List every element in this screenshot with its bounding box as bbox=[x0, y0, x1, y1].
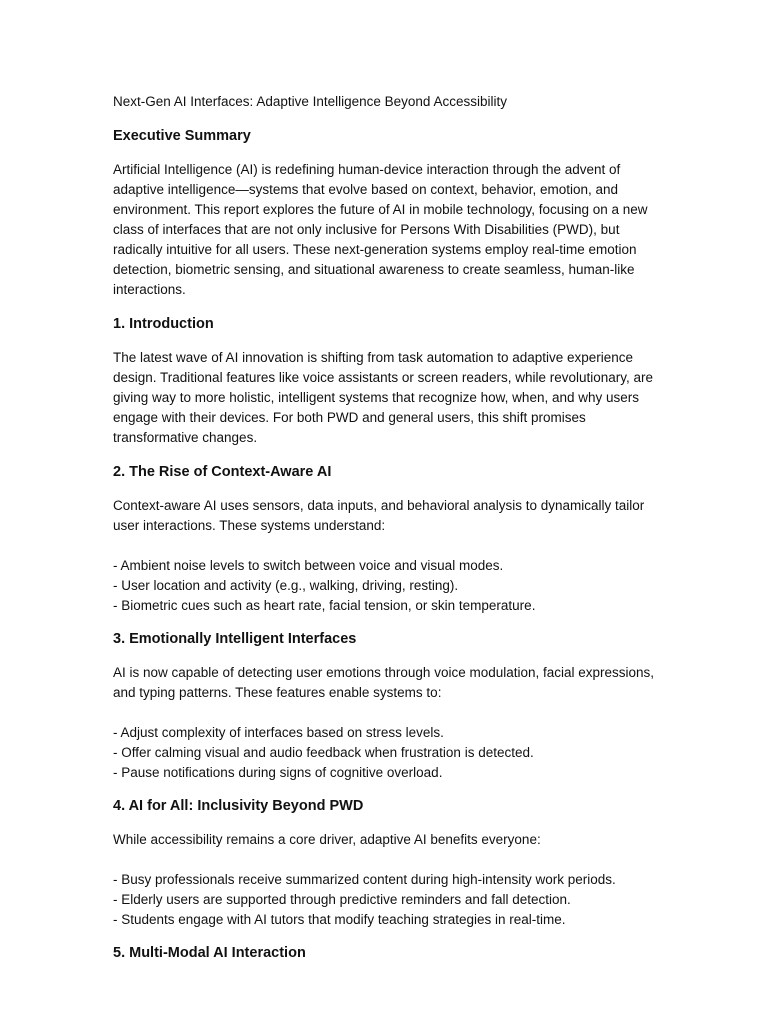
section-4-heading: 4. AI for All: Inclusivity Beyond PWD bbox=[113, 798, 364, 814]
executive-summary-heading: Executive Summary bbox=[113, 128, 251, 144]
section-3-heading: 3. Emotionally Intelligent Interfaces bbox=[113, 631, 357, 647]
section-5-heading: 5. Multi-Modal AI Interaction bbox=[113, 945, 306, 961]
section-4-list bbox=[113, 870, 668, 930]
section-1-heading: 1. Introduction bbox=[113, 316, 214, 332]
section-3-list bbox=[113, 723, 668, 783]
list-item: - Elderly users are supported through predictive reminders and fall detection. bbox=[113, 890, 668, 910]
list-item: - Students engage with AI tutors that modify teaching strategies in real-time. bbox=[113, 910, 668, 930]
section-2-body: Context-aware AI uses sensors, data inputs, and behavioral analysis to dynamically tailor user interactions. These systems understand: bbox=[113, 498, 645, 533]
section-2-list bbox=[113, 556, 668, 616]
section-2-heading: 2. The Rise of Context-Aware AI bbox=[113, 464, 332, 480]
section-3-body: AI is now capable of detecting user emotions through voice modulation, facial expressions, and typing patterns. These features enable systems to: bbox=[113, 665, 655, 700]
section-1-body: The latest wave of AI innovation is shifting from task automation to adaptive experience design. Traditional features like voice assistants or screen readers, while revolutionary, are giving way to more holistic, intelligent systems that recognize how, when, and why users engage with their devices. For both PWD and general users, this shift promises transformative changes. bbox=[113, 350, 654, 445]
executive-summary-body: Artificial Intelligence (AI) is redefining human-device interaction through the advent of adaptive intelligence—systems that evolve based on context, behavior, emotion, and environment. This report explores the future of AI in mobile technology, focusing on a new class of interfaces that are not only inclusive for Persons With Disabilities (PWD), but radically intuitive for all users. These next-generation systems employ real-time emotion detection, biometric sensing, and situational awareness to create seamless, human-like interactions. bbox=[113, 162, 648, 297]
list-item: - Adjust complexity of interfaces based on stress levels. bbox=[113, 723, 668, 743]
list-item: - Busy professionals receive summarized content during high-intensity work periods. bbox=[113, 870, 668, 890]
list-item: - User location and activity (e.g., walking, driving, resting). bbox=[113, 576, 668, 596]
list-item: - Biometric cues such as heart rate, facial tension, or skin temperature. bbox=[113, 596, 668, 616]
document-title: Next-Gen AI Interfaces: Adaptive Intelligence Beyond Accessibility bbox=[113, 94, 507, 109]
list-item: - Pause notifications during signs of cognitive overload. bbox=[113, 763, 668, 783]
list-item: - Offer calming visual and audio feedback when frustration is detected. bbox=[113, 743, 668, 763]
section-4-body: While accessibility remains a core driver, adaptive AI benefits everyone: bbox=[113, 832, 541, 847]
list-item: - Ambient noise levels to switch between voice and visual modes. bbox=[113, 556, 668, 576]
